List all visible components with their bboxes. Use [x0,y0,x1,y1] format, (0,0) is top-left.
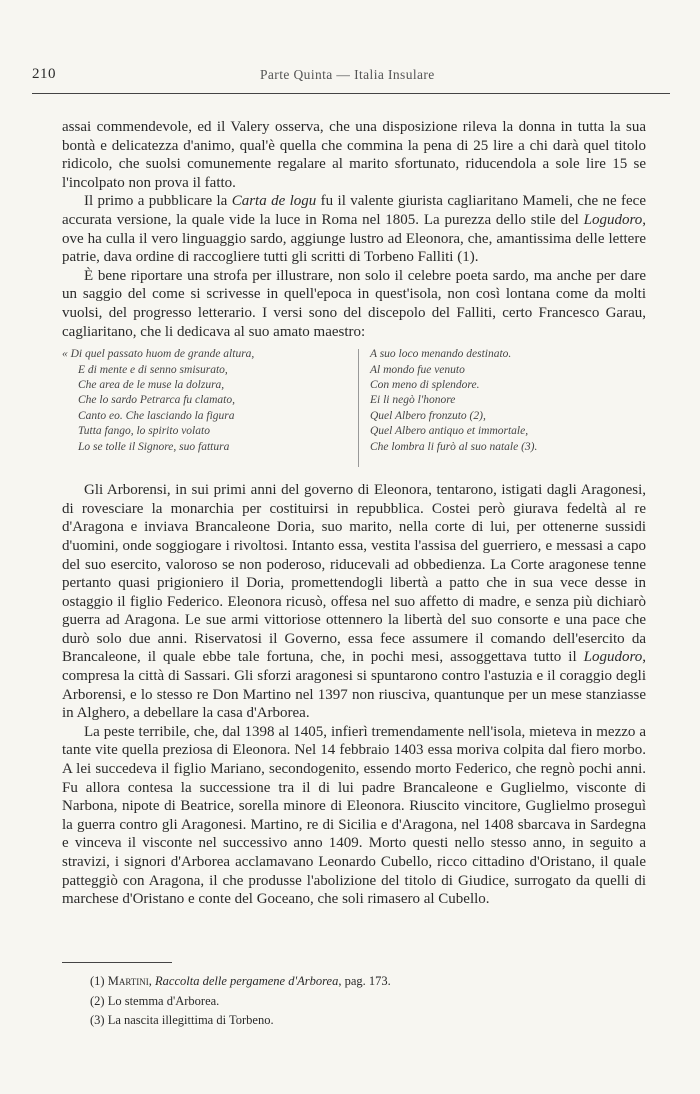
text-run: , ove ha culla il vero linguaggio sardo, aggiunge lustro ad Eleonora, che, amantissima delle lettere patrie, dava ordine di raccogliere tutti gli scritti di Torbeno Falliti (1). [62,211,646,266]
poem-line: Con meno di splendore. [370,378,480,391]
italic-term: Logudoro [583,211,643,228]
page-header [32,66,670,88]
footnote-author: Martini [107,974,149,988]
text-run: assai commendevole, ed il Valery osserva, che una disposizione rileva la donna in tutta la sua bontà e delicatezza d'animo, qual'è quella che commina la pena di 25 lire a chi darà quel titolo ridicolo, che suolsi comunemente regalare al marito sfortunato, riducendola a sole lire 15 se l'incolpato non prova il fatto. [62,119,646,191]
footnote [62,1011,622,1031]
poem-stanza [62,347,646,475]
poem-line: Tutta fango, lo spirito volato [78,425,210,438]
poem-line: Quel Albero fronzuto (2), [370,409,486,422]
text-run: Gli Arborensi, in sui primi anni del governo di Eleonora, tentarono, istigati dagli Aragonesi, di rovesciare la monarchia per costituirsi in repubblica. Costei però giurava fedeltà al re d'Aragona e inviava Brancaleone Doria, suo marito, nella corte di lui, per ottenerne sussidi d'uomini, onde soggiogare i rivoltosi. Intanto essa, vestita l'assisa del guerriero, e messasi a capo del suo esercito, valoroso se non poderoso, riducevali ad obbedienza. La Corte aragonese tenne pertanto quasi prigioniero il Doria, promettendogli libertà a patto che in sua vece desse in ostaggio il figlio Federico. Eleonora ricusò, offesa nel suo affetto di madre, e senza più dichiarò guerra ad Aragona. Le sue armi vittoriose ottennero la libertà del suo consorte e una pace che durò solo due anni. Riservatosi il Governo, essa fece assumere il comando dell'esercito da Brancaleone, il quale ebbe tale fortuna, che, in pochi mesi, assoggettava tutto il [62,482,646,666]
poem-line: Canto eo. Che lasciando la figura [78,409,235,422]
poem-line: Al mondo fue venuto [370,363,465,376]
footnote-text: La nascita illegittima di Torbeno. [107,1013,274,1027]
footnote-number: (2) [90,993,105,1008]
paragraph [62,267,646,341]
italic-term: Logudoro [583,649,643,666]
page-number: 210 [32,66,56,82]
poem-line: Lo se tolle il Signore, suo fattura [78,440,230,453]
running-head: Parte Quinta — Italia Insulare [260,67,435,82]
footnote-title: Raccolta delle pergamene d'Arborea [155,974,339,988]
poem-line: Che lombra li furò al suo natale (3). [370,440,538,453]
poem-divider [358,349,359,467]
footnote-text: Lo stemma d'Arborea. [107,993,220,1008]
poem-line: Che lo sardo Petrarca fu clamato, [78,394,235,407]
poem-right-column [370,347,650,455]
footnote: (1) Martini, Raccolta delle pergamene d'Arborea, pag. 173. [90,974,391,988]
text-run: La peste terribile, che, dal 1398 al 1405, infierì tremendamente nell'isola, mieteva in mezzo a tante vite quella preziosa di Eleonora. Nel 14 febbraio 1403 essa moriva colpita dal fiero morbo. A lei succedeva il figlio Mariano, secondogenito, essendo morto Federico, che regnò pochi anni. Fu allora contesa la successione tra il di lui padre Brancaleone e Guglielmo, visconte di Narbona, nipote di Beatrice, sorella minore di Eleonora. Riuscito vincitore, Guglielmo proseguì la guerra contro gli Aragonesi. Martino, re di Sicilia e d'Aragona, nel 1408 sbarcava in Sardegna e vinceva il visconte nel successivo anno 1409. Morto questi nello stesso anno, in seguito a stravizi, i signori d'Arborea acclamavano Leonardo Cubello, ricco cittadino d'Oristano, il quale patteggiò con Aragona, il che produsse l'abolizione del titolo di Giudice, surrogato da quelli di marchese d'Oristano e conte del Goceano, che soli rimasero al Cubello. [62,723,646,908]
footnote [62,992,622,1012]
text-run: È bene riportare una strofa per illustrare, non solo il celebre poeta sardo, ma anche per dare un saggio del come si scrivesse in quell'epoca in quest'isola, non così lontana come da molti vuolsi, del progresso letterario. I versi sono del discepolo del Falliti, certo Francesco Garau, cagliaritano, che li dedicava al suo amato maestro: [62,267,646,340]
text-run: , compresa la città di Sassari. Gli sforzi aragonesi si spuntarono contro l'astuzia e il coraggio degli Arborensi, e lo stesso re Don Martino nel 1397 non riusciva, quantunque per un mese stanziasse in Alghero, a debellare la casa d'Arborea. [62,649,646,722]
header-rule [32,93,670,94]
paragraph [62,118,646,192]
italic-term: Carta de logu [231,193,317,210]
paragraph [62,192,646,266]
footnote-number: (1) [90,974,105,988]
paragraph [62,481,646,723]
poem-line: Quel Albero antiquo et immortale, [370,425,529,438]
text-run: fu il valente giurista cagliaritano Mameli, che ne fece accurata versione, la quale vide la luce in Roma nel 1805. La purezza dello stile del [62,193,646,228]
poem-line: A suo loco menando destinato. [370,348,512,361]
footnote-rest: , pag. 173. [338,974,391,988]
footnote-rule [62,962,172,963]
poem-line: E di mente e di senno smisurato, [78,363,228,376]
footnotes [62,972,622,1031]
paragraph [62,723,646,909]
body-text [62,118,646,909]
poem-left-column [62,347,352,455]
text-run: Il primo a pubblicare la [84,193,232,210]
footnote-number: (3) [90,1013,105,1027]
poem-line: Ei li negò l'honore [370,394,456,407]
poem-line: « Di quel passato huom de grande altura, [62,348,255,361]
poem-line: Che area de le muse la dolzura, [78,378,225,391]
